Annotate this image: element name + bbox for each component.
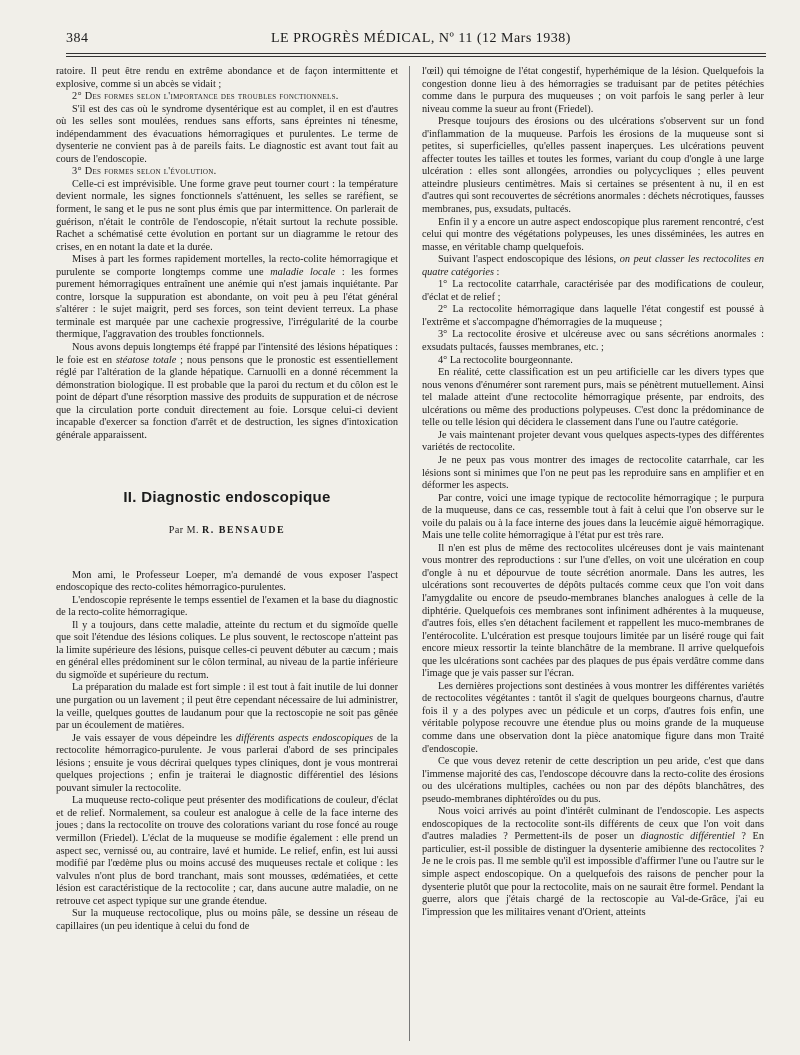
left-column [56, 66, 398, 933]
paragraph: Nous voici arrivés au point d'intérêt culminant de l'endoscopie. Les aspects endoscopiques de la rectocolite sont-ils différents de ceux que l'on voit dans d'autres maladies ? Permettent-ils de poser un diagnostic différentiel ? En particulier, est-il possible de distinguer la dysenterie amibienne des rectocolites ? Je ne le crois pas. Il me semble qu'il est impossible d'affirmer l'une ou l'autre sur le simple aspect endoscopique. On a quelquefois des raisons de pencher pour la dysenterie plutôt que pour la rectocolite, mais on ne saurait être formel. Pendant la guerre, alors que j'étais chargé de la rectoscopie au Val-de-Grâce, j'ai eu l'impression que les militaires venant d'Orient, atteints [422, 806, 764, 918]
paragraph: Les dernières projections sont destinées à vous montrer les différentes variétés de rectocolites végétantes : tantôt il s'agit de quelques bourgeons charnus, d'autre fois il y a des polypes avec un pédicule et un corps, d'autres fois enfin, une véritable polypose recouvre une étendue plus ou moins grande de la muqueuse comme dans une observation dont la pièce anatomique figure dans mon Traité d'endoscopie. [422, 680, 764, 755]
list-item: 1° La rectocolite catarrhale, caractérisée par des modifications de couleur, d'éclat et de relief ; [422, 279, 764, 303]
page-header [66, 31, 764, 51]
list-item: 3° La rectocolite érosive et ulcéreuse avec ou sans sécrétions anormales : exsudats pultacés, fausses membranes, etc. ; [422, 329, 764, 354]
paragraph: Sur la muqueuse rectocolique, plus ou moins pâle, se dessine un réseau de capillaires (un peu identique à celui du fond de [56, 908, 398, 932]
paragraph: L'endoscopie représente le temps essentiel de l'examen et la base du diagnostic de la recto-colite hémorragique. [56, 594, 398, 619]
paragraph: S'il est des cas où le syndrome dysentérique est au complet, il en est d'autres où les selles sont moulées, rendues sans efforts, sans épreintes ni ténesme, indépendamment des évacuations hémorragiques et purulentes. Le terme de dysenterie ne convient pas à de pareils faits. Le diagnostic est avant tout fait au cours de l'endoscopie. [56, 103, 398, 165]
paragraph: Par contre, voici une image typique de rectocolite hémorragique ; le purpura de la muqueuse, dans ce cas, ressemble tout à fait à celui que l'on observe sur le voile du palais ou à la face interne des joues dans la leucémie aiguë hémorragique. Mais une telle colite hémorragique à l'état pur est très rare. [422, 492, 764, 542]
paragraph: Ce que vous devez retenir de cette description un peu aride, c'est que dans l'immense majorité des cas, l'endoscope découvre dans la recto-colite des érosions ou des ulcérations multiples, cachées ou non par des dépôts blanchâtres, des pseudo-membranes diphtéroïdes ou du pus. [422, 756, 764, 805]
author-byline: Par M. R. BENSAUDE [168, 524, 286, 536]
paragraph: La préparation du malade est fort simple : il est tout à fait inutile de lui donner une purgation ou un lavement ; il peut être cependant nécessaire de lui administrer, la veille, quelques gouttes de laudanum pour que la rectoscopie ne soit pas gênée par un écoulement de matières. [56, 682, 398, 732]
right-column [422, 66, 764, 919]
list-item: 2° La rectocolite hémorragique dans laquelle l'état congestif est poussé à l'extrême et s'accompagne d'hémorragies de la muqueuse ; [422, 304, 764, 328]
paragraph: ratoire. Il peut être rendu en extrême abondance et de façon intermittente et explosive, comme si un abcès se vidait ; [56, 66, 398, 90]
list-item: 4° La rectocolite bourgeonnante. [438, 354, 573, 366]
paragraph: En réalité, cette classification est un peu artificielle car les divers types que nous venons d'énumérer sont rarement purs, mais se pénètrent mutuellement. Ainsi tel malade atteint d'une rectocolite hémorragique présente, par endroits, des ulcérations ou même des productions polypeuses. C'est donc la prédominance de telle ou telle lésion qui décidera le classement dans l'une ou l'autre catégorie. [422, 367, 764, 429]
paragraph: Mises à part les formes rapidement mortelles, la recto-colite hémorragique et purulente se comporte longtemps comme une maladie locale : les formes purement hémorragiques entraînent une anémie qui n'est jamais inquiétante. Par contre, lorsque la suppuration est abondante, on voit peu à peu l'état général s'altérer : le sujet maigrit, perd ses forces, son teint devient terreux. La phase terminale est marquée par une cachexie progressive, l'irrégularité de la courbe thermique, l'aggravation des troubles fonctionnels. [56, 254, 398, 341]
paragraph: Je vais essayer de vous dépeindre les différents aspects endoscopiques de la rectocolite hémorragico-purulente. Je vous parlerai d'abord de ses principales lésions ; ensuite je vous décrirai quelques types cliniques, dont je vous montrerai quelques projections ; enfin je traiterai le diagnostic différentiel des lésions pouvant simuler la rectocolite. [56, 732, 398, 794]
paragraph: Il y a toujours, dans cette maladie, atteinte du rectum et du sigmoïde quelle que soit l'étendue des lésions coliques. Le plus souvent, le rectoscope n'atteint pas la limite supérieure des lésions, puisque celles-ci peuvent débuter au cæcum ; mais en général elles prédominent sur le côlon terminal, au niveau de la partie inférieure du sigmoïde et supérieure du rectum. [56, 619, 398, 681]
paragraph: Celle-ci est imprévisible. Une forme grave peut tourner court : la température devient normale, les signes fonctionnels s'atténuent, les selles se raréfient, se forment, le sang et le pus ne sont plus émis que par intermittence. On parlerait de guérison, n'était le contrôle de l'endoscopie, n'était surtout la rechute possible. Rachet a schématisé cette évolution en portant sur un diagramme le retour des crises, en en notant la date et la durée. [56, 178, 398, 253]
paragraph: Enfin il y a encore un autre aspect endoscopique plus rarement rencontré, c'est celui qui montre des végétations polypeuses, les unes disséminées, les autres en masse, en véritable champ quelquefois. [422, 216, 764, 253]
paragraph: Je ne peux pas vous montrer des images de rectocolite catarrhale, car les lésions sont si minimes que l'on ne peut pas les reproduire sans en amplifier et en déformer les aspects. [422, 454, 764, 492]
paragraph: Mon ami, le Professeur Loeper, m'a demandé de vous exposer l'aspect endoscopique des recto-colites hémorragico-purulentes. [56, 569, 398, 594]
header-rule-top [66, 53, 766, 54]
paragraph: Presque toujours des érosions ou des ulcérations s'observent sur un fond d'inflammation de la muqueuse. Parfois les érosions de la muqueuse sont si petites, si superficielles, qu'elles passent inaperçues. Les ulcérations peuvent affecter toutes les tailles et toutes les formes, variant du coup d'ongle à une large ulcération : elles sont allongées, arrondies ou polycycliques ; elles peuvent atteindre plusieurs centimètres. Mais si certaines se présentent à nu, il en est d'autres qui sont recouvertes de sécrétions anormales : déchets nécrotiques, fausses membranes, pus, exsudats, pultacés. [422, 116, 764, 216]
paragraph: l'œil) qui témoigne de l'état congestif, hyperhémique de la lésion. Quelquefois la congestion donne lieu à des hémorragies se traduisant par de petites pétéchies comme dans le purpura des muqueuses ; on voit parfois le sang perler à leur niveau comme la sueur au front (Friedel). [422, 66, 764, 115]
column-separator [409, 66, 410, 1041]
paragraph: Nous avons depuis longtemps été frappé par l'intensité des lésions hépatiques : le foie est en stéatose totale ; nous pensons que le pronostic est essentiellement réglé par l'altération de la glande hépatique. Carnuolli en a donné récemment la démonstration biologique. Il est probable que la paroi du rectum et du côlon est le point de départ d'une résorption massive des produits de suppuration et de nécrose que la circulation porte conduit directement au foie. Lorsque celui-ci devient incapable d'exercer sa fonction d'arrêt et de destruction, les signes d'intoxication générale apparaissent. [56, 342, 398, 441]
paragraph: La muqueuse recto-colique peut présenter des modifications de couleur, d'éclat et de relief. Normalement, sa couleur est analogue à celle de la face interne des joues ; dans la rectocolite on trouve des colorations variant du rose foncé au rouge vermillon (Friedel). L'éclat de la muqueuse se modifie également : elle prend un aspect sec, vernissé ou, au contraire, lavé et humide. Le relief, enfin, est lui aussi modifié par l'œdème plus ou moins accusé des muqueuses rectale et colique : les valvules n'ont plus de bord tranchant, mais sont mousses, œdématiées, et cette lésion est caractéristique de la rectocolite ; car, dans aucune autre maladie, on ne retrouve cet aspect typique sur une grande étendue. [56, 795, 398, 907]
journal-title: LE PROGRÈS MÉDICAL, Nº 11 (12 Mars 1938) [271, 31, 571, 46]
subheading: 2° Des formes selon l'importance des troubles fonctionnels. [72, 91, 339, 103]
section-title: II. Diagnostic endoscopique [123, 489, 331, 507]
subheading: 3° Des formes selon l'évolution. [72, 166, 217, 178]
header-rule-bottom [66, 56, 766, 57]
paragraph: Il n'en est plus de même des rectocolites ulcéreuses dont je vais maintenant vous montrer des reproductions : sur l'une d'elles, on voit une ulcération en coup d'ongle à nu et dépourvue de toute sécrétion anormale. Dans les autres, les ulcérations sont recouvertes de dépôts pultacés comme ceux que l'on voit dans l'amygdalite ou encore de pseudo-membranes blanches analogues à celle de la diphtérie. Quelquefois ces membranes sont infiniment adhérentes à la muqueuse, d'autres fois, elles s'en détachent facilement et rappellent les muco-membranes de l'entérocolite. L'ulcération est presque toujours limitée par un liséré rouge qui fait encore mieux ressortir la teinte blanchâtre de la membrane. Il arrive quelquefois que les ulcérations sont cachées par des plaques de pus épais verdâtre comme dans l'image que je vais passer sur l'écran. [422, 542, 764, 680]
paragraph: Suivant l'aspect endoscopique des lésions, on peut classer les rectocolites en quatre catégories : [422, 254, 764, 278]
author-name: R. BENSAUDE [202, 524, 286, 536]
paragraph: Je vais maintenant projeter devant vous quelques aspects-types des différentes variétés de rectocolite. [422, 429, 764, 454]
page-number: 384 [66, 31, 89, 46]
